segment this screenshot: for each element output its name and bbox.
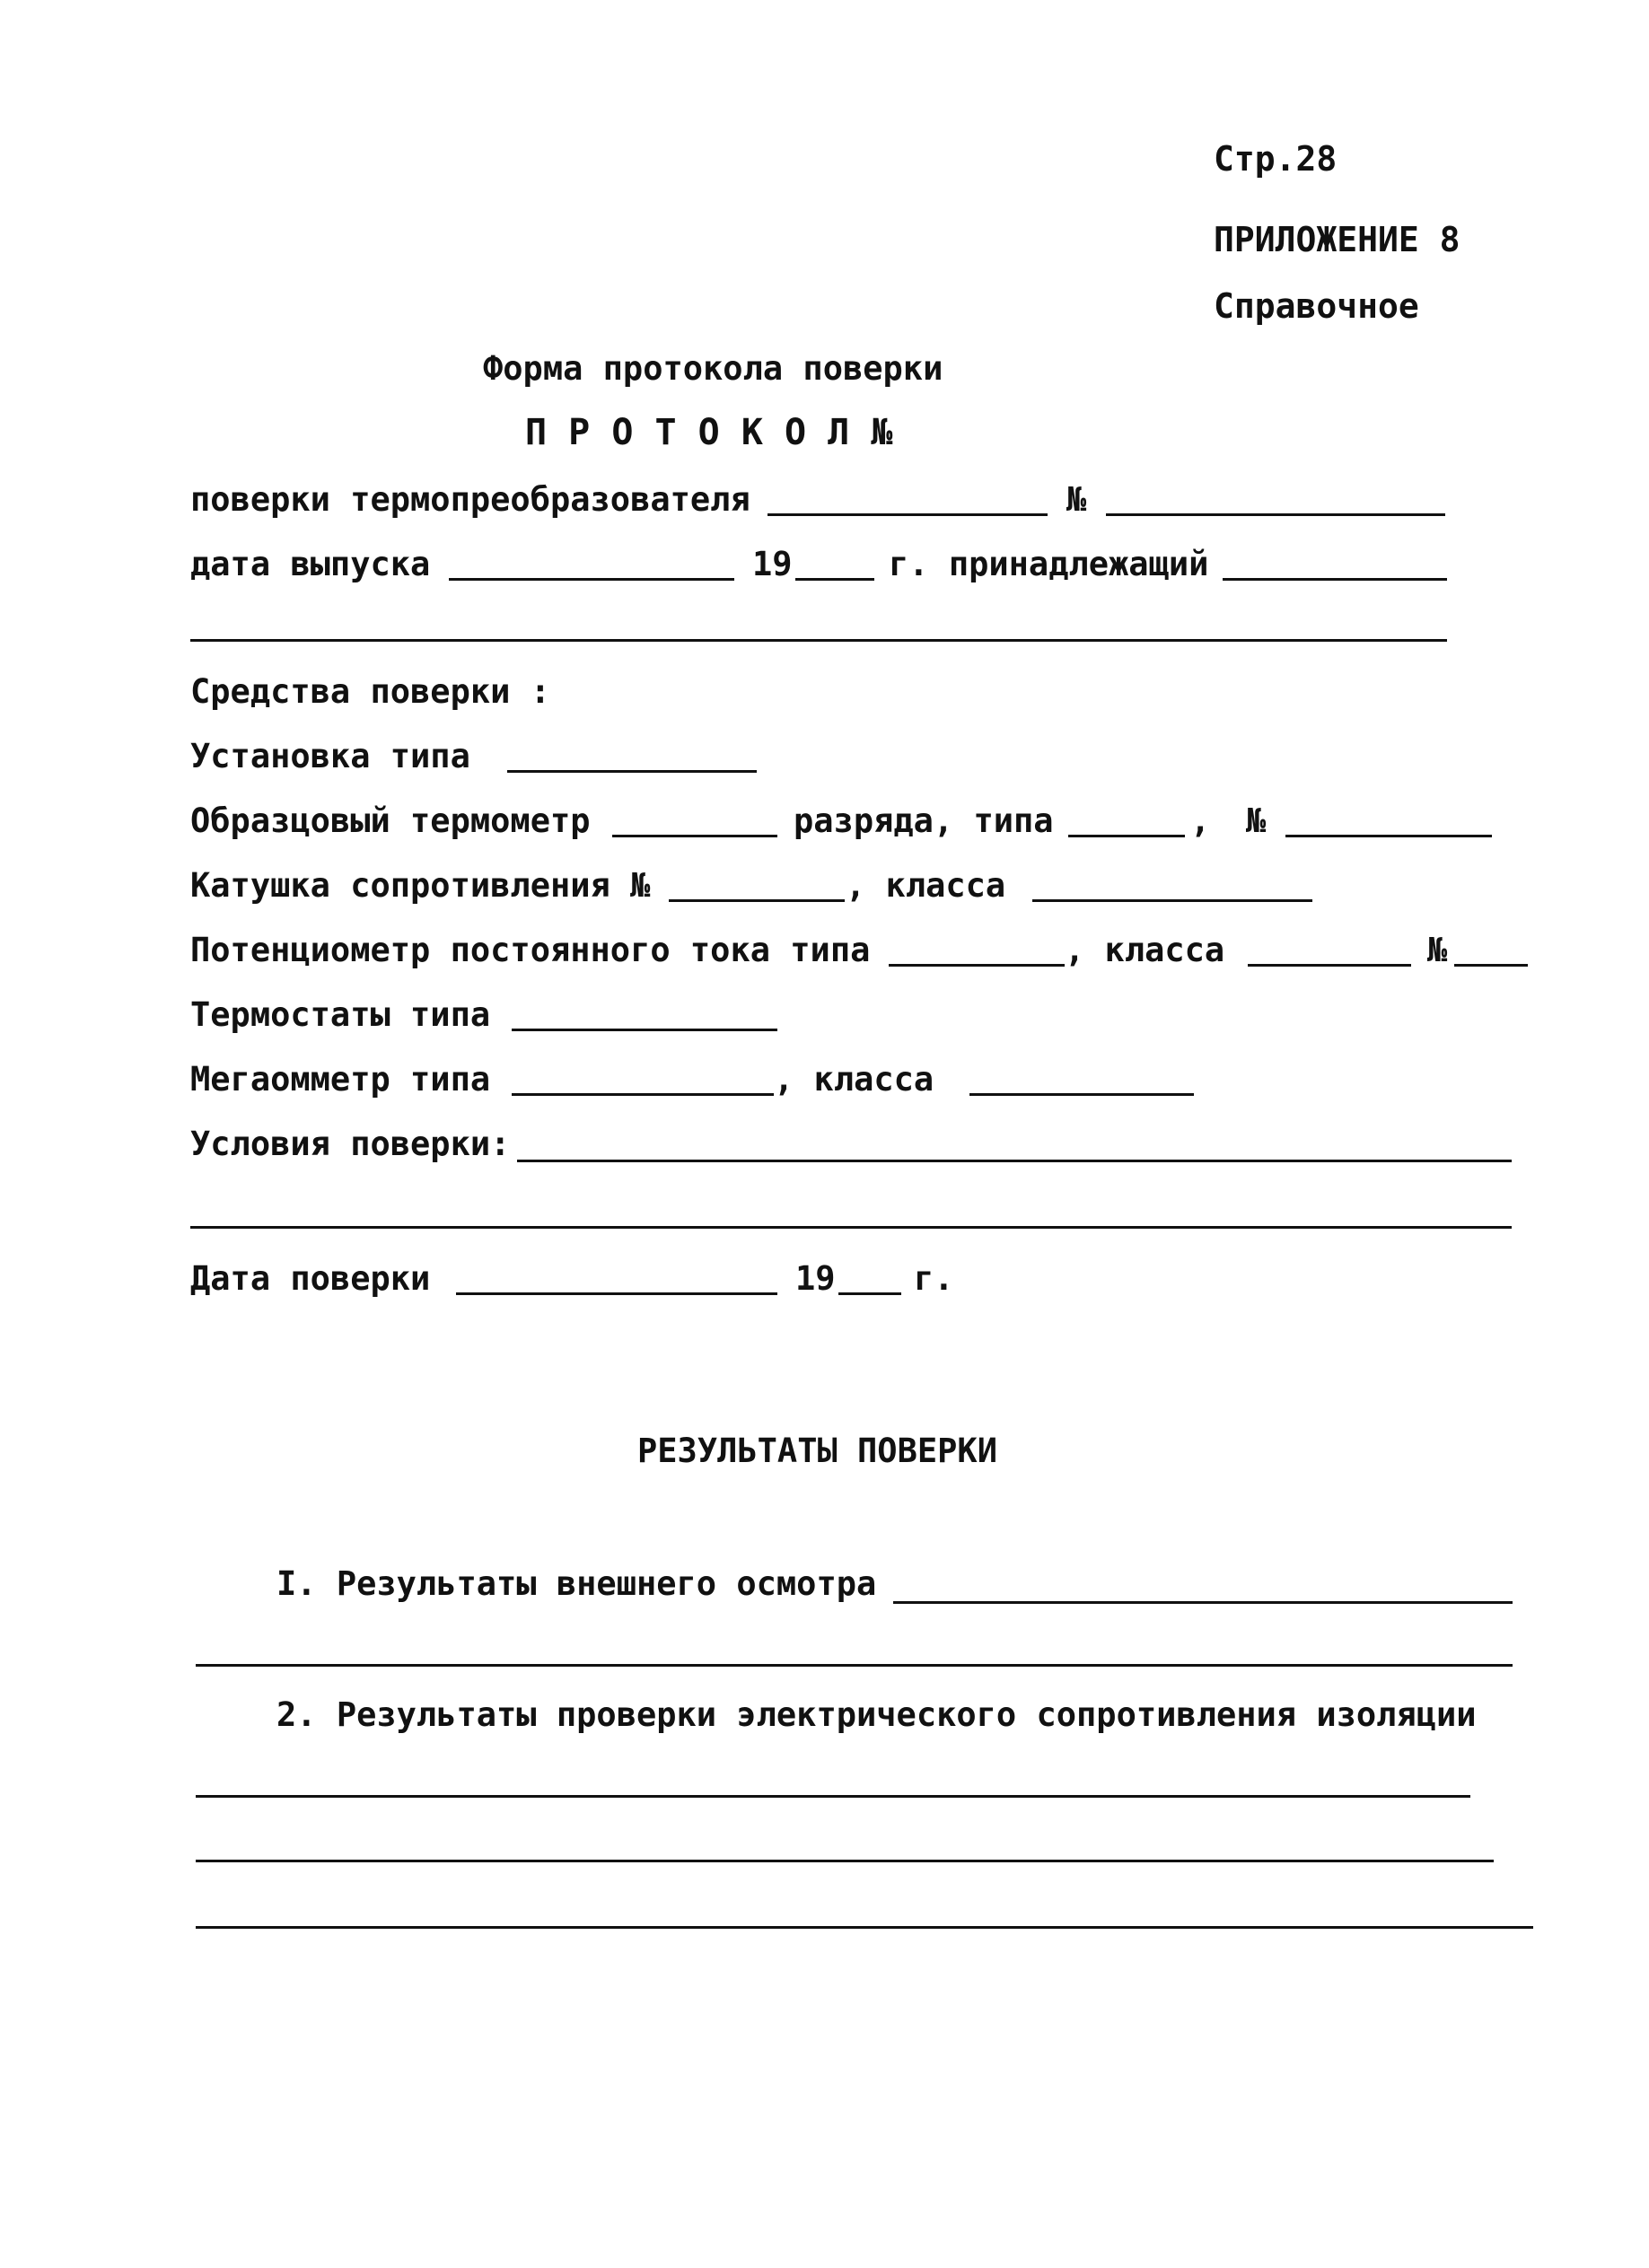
verification-year-prefix: 19: [795, 1259, 836, 1298]
results-heading: РЕЗУЛЬТАТЫ ПОВЕРКИ: [637, 1432, 997, 1470]
coil-label: Катушка сопротивления №: [190, 866, 651, 905]
megohmmeter-class-label: , класса: [774, 1060, 934, 1099]
ref-thermometer-number-sign: №: [1246, 801, 1267, 840]
ref-thermometer-type-field[interactable]: [1068, 835, 1185, 837]
result-item-2: 2. Результаты проверки электрического сопротивления изоляции: [276, 1695, 1477, 1734]
form-title: Форма протокола поверки: [483, 349, 943, 388]
owner-field[interactable]: [1223, 578, 1447, 581]
coil-class-label: , класса: [846, 866, 1006, 905]
ref-thermometer-label: Образцовый термометр: [190, 801, 591, 840]
conditions-field[interactable]: [517, 1160, 1512, 1162]
result-item-1: I. Результаты внешнего осмотра: [276, 1564, 877, 1603]
page-number: Стр.28: [1214, 139, 1338, 179]
coil-number-field[interactable]: [669, 899, 845, 902]
reference-label: Справочное: [1214, 286, 1419, 326]
protocol-title: П Р О Т О К О Л №: [525, 412, 893, 453]
installation-type-label: Установка типа: [190, 737, 470, 775]
grade-type-label: разряда, типа: [794, 801, 1054, 840]
potentiometer-class-field[interactable]: [1248, 964, 1411, 967]
ref-thermometer-number-field[interactable]: [1285, 835, 1492, 837]
ref-thermometer-grade-field[interactable]: [612, 835, 777, 837]
result-1-field-continuation[interactable]: [196, 1664, 1513, 1667]
result-2-field-line-2[interactable]: [196, 1860, 1494, 1862]
appendix-label: ПРИЛОЖЕНИЕ 8: [1214, 220, 1460, 259]
release-year-prefix: 19: [752, 545, 793, 583]
potentiometer-label: Потенциометр постоянного тока типа: [190, 931, 871, 969]
number-sign: №: [1066, 480, 1087, 519]
comma-sep: ,: [1190, 801, 1211, 840]
installation-type-field[interactable]: [507, 770, 757, 773]
megohmmeter-label: Мегаомметр типа: [190, 1060, 491, 1099]
means-heading: Средства поверки :: [190, 672, 550, 711]
release-date-field[interactable]: [449, 578, 734, 581]
verification-year-suffix: г.: [914, 1259, 954, 1298]
verification-date-field[interactable]: [456, 1292, 777, 1295]
potentiometer-class-label: , класса: [1065, 931, 1225, 969]
owner-field-continuation[interactable]: [190, 639, 1447, 642]
thermocouple-number-field[interactable]: [1106, 513, 1445, 516]
megohmmeter-type-field[interactable]: [512, 1093, 774, 1096]
result-2-field-line-1[interactable]: [196, 1795, 1470, 1798]
verification-year-field[interactable]: [838, 1292, 901, 1295]
thermocouple-type-field[interactable]: [767, 513, 1048, 516]
release-date-label: дата выпуска: [190, 545, 431, 583]
release-year-field[interactable]: [795, 578, 874, 581]
result-1-field[interactable]: [893, 1601, 1513, 1604]
megohmmeter-class-field[interactable]: [969, 1093, 1194, 1096]
thermostats-label: Термостаты типа: [190, 995, 491, 1034]
owner-label: г. принадлежащий: [889, 545, 1209, 583]
potentiometer-number-field[interactable]: [1454, 964, 1528, 967]
potentiometer-number-sign: №: [1427, 931, 1448, 969]
coil-class-field[interactable]: [1032, 899, 1312, 902]
conditions-label: Условия поверки:: [190, 1125, 511, 1163]
thermostats-type-field[interactable]: [512, 1029, 777, 1031]
result-2-field-line-3[interactable]: [196, 1926, 1533, 1929]
conditions-field-continuation[interactable]: [190, 1226, 1512, 1229]
potentiometer-type-field[interactable]: [889, 964, 1065, 967]
verification-date-label: Дата поверки: [190, 1259, 431, 1298]
verification-of-label: поверки термопреобразователя: [190, 480, 750, 519]
